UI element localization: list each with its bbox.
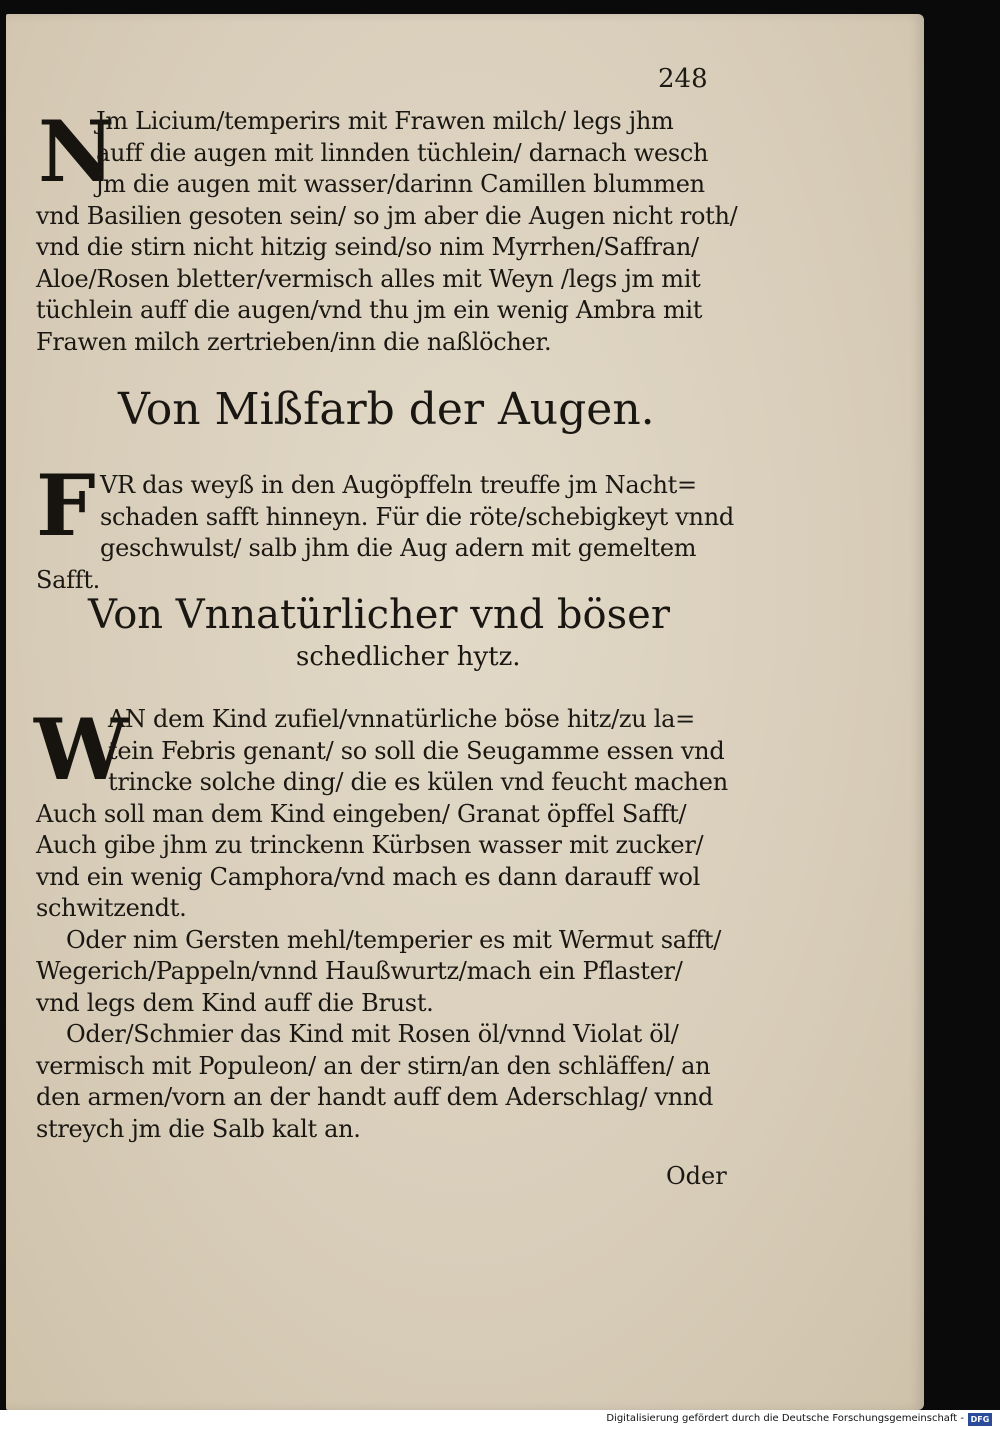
text-line: tüchlein auff die augen/vnd thu jm ein wenig Ambra mit — [36, 296, 703, 324]
drop-initial: F — [36, 456, 96, 555]
text-line: streych jm die Salb kalt an. — [36, 1114, 361, 1143]
text-line: auff die augen mit linnden tüchlein/ darnach wesch — [96, 138, 709, 167]
page-number: 248 — [658, 64, 708, 94]
text-line: Oder/Schmier das Kind mit Rosen öl/vnnd Violat öl/ — [66, 1020, 679, 1048]
text-line: vnd die stirn nicht hitzig seind/so nim Myrrhen/Saffran/ — [36, 233, 699, 261]
text-line: den armen/vorn an der handt auff dem Aderschlag/ vnnd — [36, 1083, 714, 1111]
text-line: vnd legs dem Kind auff die Brust. — [36, 988, 434, 1017]
text-line: Wegerich/Pappeln/vnnd Haußwurtz/mach ein Pflaster/ — [36, 957, 683, 985]
catchword: Oder — [666, 1162, 727, 1190]
text-line: schaden safft hinneyn. Für die röte/schebigkeyt vnnd — [100, 502, 734, 531]
section-heading: Von Vnnatürlicher vnd böser — [88, 592, 670, 638]
text-line: schwitzendt. — [36, 894, 187, 922]
text-line: Auch gibe jhm zu trinckenn Kürbsen wasser mit zucker/ — [36, 831, 704, 859]
text-line: jm die augen mit wasser/darinn Camillen blummen — [96, 170, 705, 198]
drop-initial: N — [38, 102, 115, 201]
paragraph — [34, 700, 728, 1145]
dfg-logo-icon: DFG — [968, 1413, 992, 1426]
section-heading: Von Mißfarb der Augen. — [118, 384, 655, 435]
funding-notice: Digitalisierung gefördert durch die Deutsche Forschungsgemeinschaft - — [606, 1413, 964, 1424]
text-line: vermisch mit Populeon/ an der stirn/an den schläffen/ an — [36, 1051, 711, 1080]
paragraph — [36, 102, 738, 358]
text-line: Oder nim Gersten mehl/temperier es mit Wermut safft/ — [66, 925, 722, 954]
text-line: trincke solche ding/ die es külen vnd feucht machen — [108, 768, 728, 796]
footer-bar — [0, 1410, 1000, 1430]
text-line: Auch soll man dem Kind eingeben/ Granat öpffel Safft/ — [36, 799, 687, 828]
text-line: geschwulst/ salb jhm die Aug adern mit gemeltem — [100, 534, 697, 562]
text-line: Frawen milch zertrieben/inn die naßlöcher. — [36, 327, 552, 356]
text-line: vnd Basilien gesoten sein/ so jm aber die Augen nicht roth/ — [36, 201, 738, 230]
section-subheading: schedlicher hytz. — [296, 642, 521, 672]
text-line: tein Febris genant/ so soll die Seugamme essen vnd — [108, 736, 725, 765]
text-line: Jm Licium/temperirs mit Frawen milch/ legs jhm — [96, 107, 674, 135]
book-page — [6, 14, 924, 1410]
paragraph — [36, 470, 734, 596]
text-line: AN dem Kind zufiel/vnnatürliche böse hitz/zu la= — [108, 705, 695, 733]
text-line: VR das weyß in den Augöpffeln treuffe jm Nacht= — [100, 471, 697, 499]
text-line: Safft. — [36, 565, 100, 594]
text-line: Aloe/Rosen bletter/vermisch alles mit Weyn /legs jm mit — [36, 264, 701, 293]
text-line: vnd ein wenig Camphora/vnd mach es dann darauff wol — [36, 862, 701, 891]
drop-initial: W — [34, 700, 129, 799]
